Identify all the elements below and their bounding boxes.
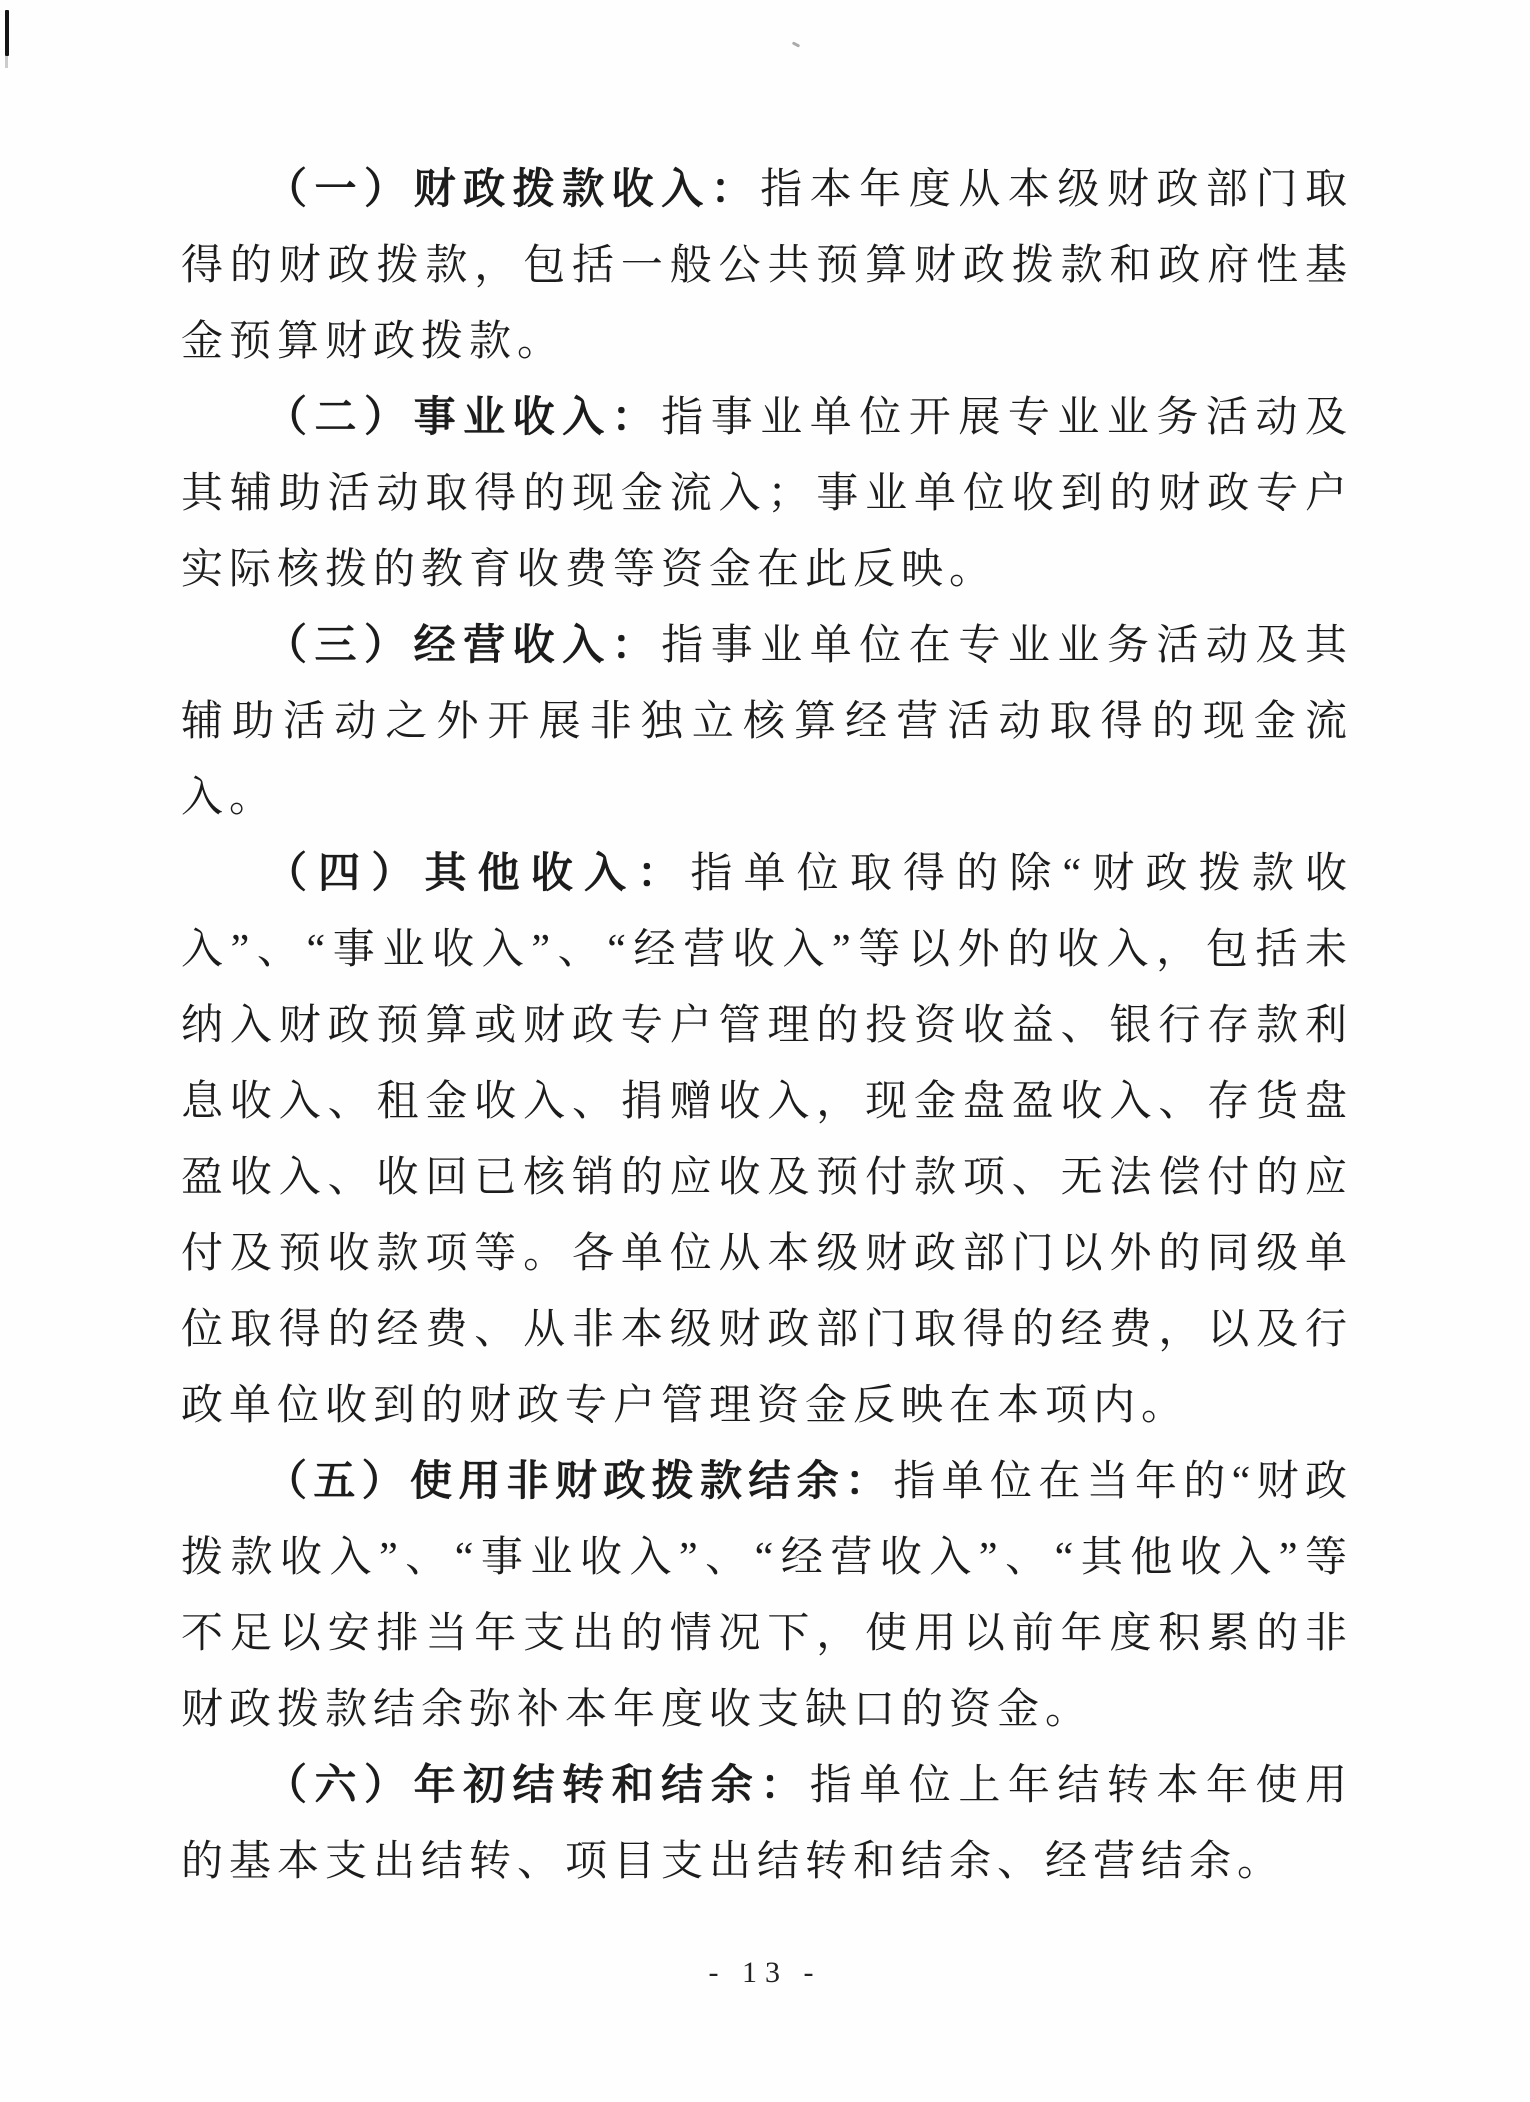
paragraph-lead: （三）经营收入：	[265, 623, 662, 669]
page-footer	[0, 1956, 1530, 1990]
paragraph-lead: （五）使用非财政拨款结余：	[265, 1459, 894, 1505]
paragraph-fiscal-appropriation-income	[181, 152, 1353, 380]
paragraph-business-income	[181, 608, 1353, 836]
paragraph-operational-income	[181, 380, 1353, 608]
paragraph-lead: （二）事业收入：	[265, 395, 662, 441]
paragraph-text: 指单位在当年的“财政拨款收入”、“事业收入”、“经营收入”、“其他收入”等不足以安排当年支出的情况下，使用以前年度积累的非财政拨款结余弥补本年度收支缺口的资金。	[181, 1459, 1353, 1733]
paragraph-text: 指事业单位在专业业务活动及其辅助活动之外开展非独立核算经营活动取得的现金流入。	[181, 623, 1353, 821]
paragraph-text: 指事业单位开展专业业务活动及其辅助活动取得的现金流入；事业单位收到的财政专户实际核拨的教育收费等资金在此反映。	[181, 395, 1353, 593]
paragraph-non-fiscal-surplus	[181, 1444, 1353, 1748]
document-body	[181, 152, 1353, 1900]
page-number: - 13 -	[708, 1956, 822, 1989]
paragraph-carryover-balance	[181, 1748, 1353, 1900]
paragraph-text: 指单位取得的除“财政拨款收入”、“事业收入”、“经营收入”等以外的收入，包括未纳入财政预算或财政专户管理的投资收益、银行存款利息收入、租金收入、捐赠收入，现金盘盈收入、存货盘盈收入、收回已核销的应收及预付款项、无法偿付的应付及预收款项等。各单位从本级财政部门以外的同级单位取得的经费、从非本级财政部门取得的经费，以及行政单位收到的财政专户管理资金反映在本项内。	[181, 851, 1353, 1429]
paragraph-text: 指本年度从本级财政部门取得的财政拨款，包括一般公共预算财政拨款和政府性基金预算财政拨款。	[181, 167, 1353, 365]
scan-artifact-line	[5, 10, 9, 56]
paragraph-lead: （六）年初结转和结余：	[265, 1763, 810, 1809]
paragraph-text: 指单位上年结转本年使用的基本支出结转、项目支出结转和结余、经营结余。	[181, 1763, 1353, 1885]
paragraph-lead: （一）财政拨款收入：	[265, 167, 761, 213]
paragraph-other-income	[181, 836, 1353, 1444]
paragraph-lead: （四）其他收入：	[265, 851, 691, 897]
scan-artifact-dot	[792, 41, 800, 47]
